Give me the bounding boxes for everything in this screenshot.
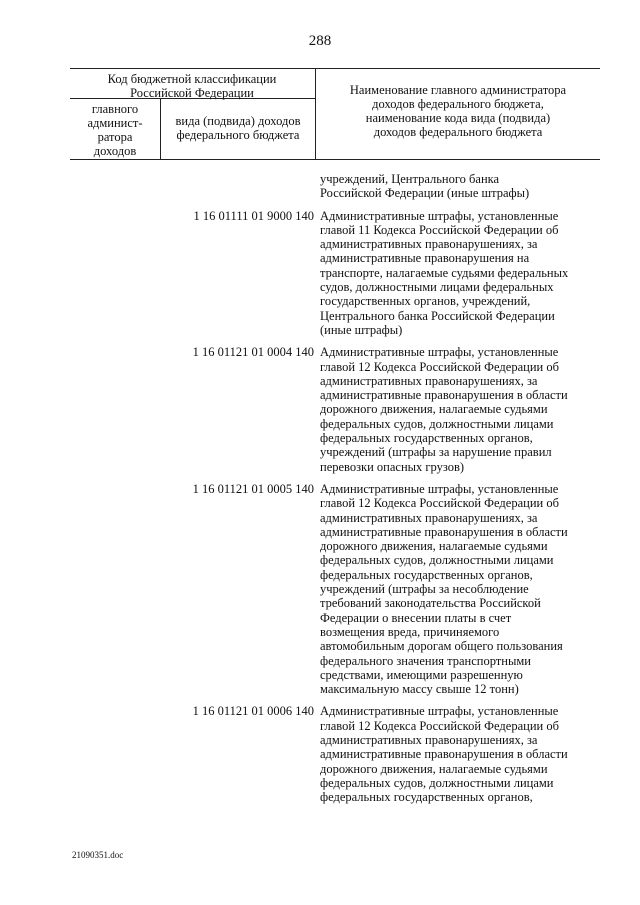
header-text-line: доходов федерального бюджета bbox=[373, 125, 543, 139]
description-line: административных правонарушениях, за bbox=[320, 510, 538, 525]
description-line: перевозки опасных грузов) bbox=[320, 459, 465, 474]
revenue-code: 1 16 01121 01 0005 140 bbox=[192, 481, 314, 496]
description-line: дорожного движения, налагаемые судьями bbox=[320, 539, 548, 554]
table-row bbox=[70, 704, 600, 804]
description-line: дорожного движения, налагаемые судьями bbox=[320, 402, 548, 417]
description-line: главой 12 Кодекса Российской Федерации об bbox=[320, 718, 559, 733]
description-line: Административные штрафы, установленные bbox=[320, 481, 559, 496]
description-line: федеральных судов, должностными лицами bbox=[320, 416, 554, 431]
table-header bbox=[70, 68, 600, 160]
revenue-code: 1 16 01111 01 9000 140 bbox=[193, 208, 314, 223]
header-text-line: вида (подвида) доходов bbox=[175, 114, 301, 128]
description-line: федерального значения транспортными bbox=[320, 653, 531, 668]
description-line: федеральных государственных органов, bbox=[320, 431, 533, 446]
description-line: средствами, имеющими разрешенную bbox=[320, 667, 523, 682]
description-line: Федерации о внесении платы в счет bbox=[320, 610, 512, 625]
header-text-line: админист- bbox=[87, 116, 143, 130]
description-line: федеральных судов, должностными лицами bbox=[320, 553, 554, 568]
header-text-line: доходов федерального бюджета, bbox=[372, 97, 544, 111]
description-line: административные правонарушения в области bbox=[320, 524, 568, 539]
description-line: федеральных государственных органов, bbox=[320, 567, 533, 582]
description-line: максимальную массу свыше 12 тонн) bbox=[320, 682, 519, 697]
header-name-column bbox=[316, 83, 600, 139]
header-text-line: наименование кода вида (подвида) bbox=[365, 111, 551, 125]
table-body bbox=[70, 172, 600, 812]
document-file-name: 21090351.doc bbox=[72, 850, 124, 860]
revenue-description bbox=[320, 209, 585, 338]
description-line: (иные штрафы) bbox=[320, 322, 403, 337]
revenue-description bbox=[320, 345, 585, 474]
header-text-line: Наименование главного администратора bbox=[349, 83, 567, 97]
description-line: Центрального банка Российской Федерации bbox=[320, 308, 555, 323]
description-line: дорожного движения, налагаемые судьями bbox=[320, 761, 548, 776]
revenue-description bbox=[320, 482, 585, 696]
header-text-line: федерального бюджета bbox=[176, 128, 300, 142]
description-line: возмещения вреда, причиняемого bbox=[320, 624, 500, 639]
description-line: административных правонарушениях, за bbox=[320, 237, 538, 252]
description-line: федеральных государственных органов, bbox=[320, 790, 533, 805]
header-admin-column bbox=[70, 102, 160, 158]
header-text-line: ратора bbox=[97, 130, 133, 144]
description-line: автомобильным дорогам общего пользования bbox=[320, 639, 563, 654]
revenue-code: 1 16 01121 01 0004 140 bbox=[192, 345, 314, 360]
column-divider bbox=[160, 99, 161, 159]
table-row bbox=[70, 172, 600, 201]
header-text-line: главного bbox=[91, 102, 139, 116]
description-line: главой 12 Кодекса Российской Федерации об bbox=[320, 359, 559, 374]
description-line: административные правонарушения в области bbox=[320, 388, 568, 403]
description-line: административные правонарушения на bbox=[320, 251, 530, 266]
description-line: требований законодательства Российской bbox=[320, 596, 541, 611]
page-number: 288 bbox=[308, 33, 332, 49]
header-code-group bbox=[70, 72, 314, 100]
description-line: административные правонарушения в области bbox=[320, 747, 568, 762]
description-line: Административные штрафы, установленные bbox=[320, 345, 559, 360]
description-line: главой 11 Кодекса Российской Федерации об bbox=[320, 222, 559, 237]
header-kind-column bbox=[162, 114, 314, 142]
table-row bbox=[70, 345, 600, 474]
description-line: административных правонарушениях, за bbox=[320, 732, 538, 747]
description-line: Российской Федерации (иные штрафы) bbox=[320, 186, 530, 201]
header-text-line: Код бюджетной классификации bbox=[107, 72, 277, 86]
description-line: транспорте, налагаемые судьями федеральных bbox=[320, 265, 569, 280]
description-line: учреждений (штрафы за несоблюдение bbox=[320, 582, 529, 597]
header-text-line: доходов bbox=[93, 144, 137, 158]
description-line: судов, должностными лицами федеральных bbox=[320, 280, 554, 295]
description-line: главой 12 Кодекса Российской Федерации об bbox=[320, 496, 559, 511]
revenue-code: 1 16 01121 01 0006 140 bbox=[192, 704, 314, 719]
header-text-line: Российской Федерации bbox=[130, 86, 254, 100]
table-row bbox=[70, 209, 600, 338]
description-line: административных правонарушениях, за bbox=[320, 373, 538, 388]
description-line: федеральных судов, должностными лицами bbox=[320, 775, 554, 790]
revenue-description bbox=[320, 172, 585, 201]
description-line: учреждений (штрафы за нарушение правил bbox=[320, 445, 552, 460]
description-line: учреждений, Центрального банка bbox=[320, 172, 500, 186]
table-row bbox=[70, 482, 600, 696]
description-line: Административные штрафы, установленные bbox=[320, 704, 559, 719]
revenue-description bbox=[320, 704, 585, 804]
description-line: Административные штрафы, установленные bbox=[320, 208, 559, 223]
description-line: государственных органов, учреждений, bbox=[320, 294, 531, 309]
